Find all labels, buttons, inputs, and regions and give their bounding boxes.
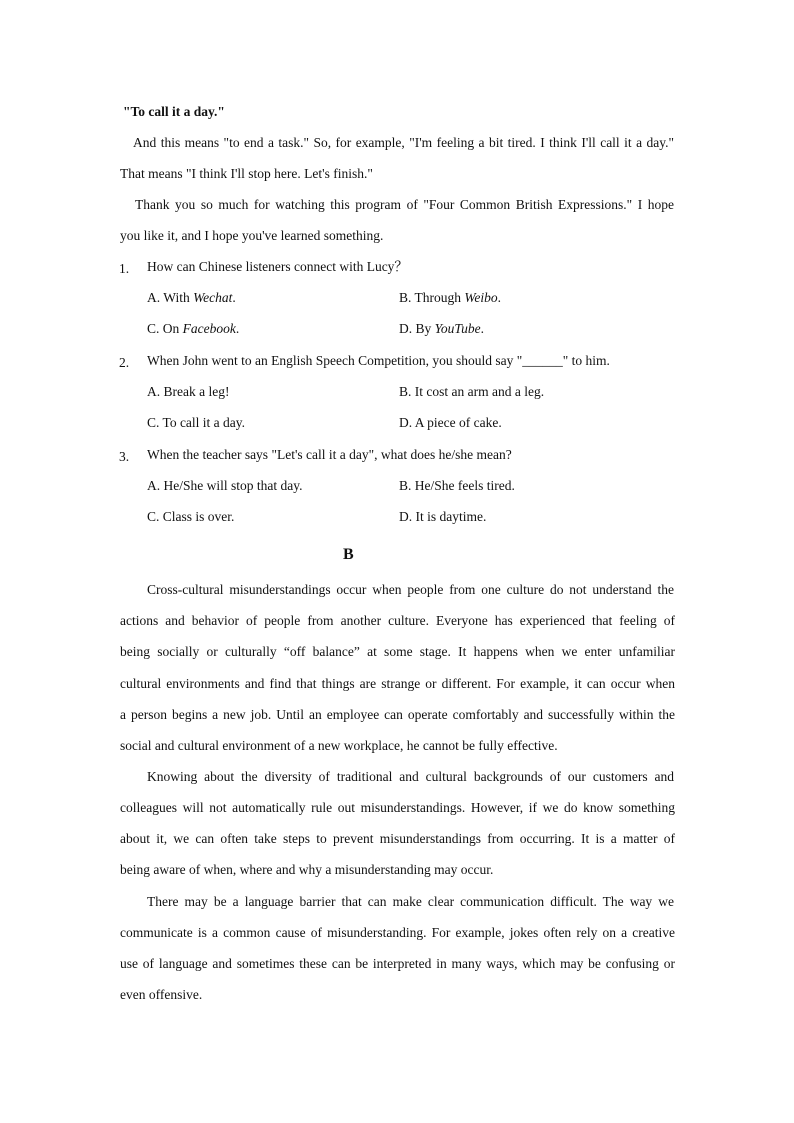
option-d[interactable]: D. A piece of cake. [399, 415, 502, 430]
paragraph-line: being socially or culturally “off balance” at some stage. It happens when we enter unfamiliar [120, 644, 675, 659]
paragraph-line: colleagues will not automatically rule out misunderstandings. However, if we do know something [120, 800, 675, 815]
option-c[interactable]: C. Class is over. [147, 509, 235, 524]
option-suffix: . [232, 290, 236, 305]
section-heading: B [343, 546, 354, 563]
paragraph-line: That means "I think I'll stop here. Let's finish." [120, 166, 373, 181]
paragraph-line: There may be a language barrier that can make clear communication difficult. The way we [147, 894, 674, 909]
paragraph-line: Knowing about the diversity of traditional and cultural backgrounds of our customers and [147, 769, 674, 784]
option-b[interactable] [399, 289, 501, 307]
option-a[interactable]: A. Break a leg! [147, 384, 230, 399]
option-label: A. With [147, 290, 194, 305]
paragraph-line: even offensive. [120, 987, 203, 1002]
option-emphasis: YouTube [434, 321, 481, 336]
paragraph-line: you like it, and I hope you've learned something. [120, 228, 384, 243]
option-b[interactable]: B. He/She feels tired. [399, 478, 515, 493]
option-a[interactable]: A. He/She will stop that day. [147, 478, 303, 493]
option-suffix: . [497, 290, 502, 305]
paragraph-line: about it, we can often take steps to prevent misunderstandings from occurring. It is a matter of [120, 831, 675, 846]
paragraph-line: cultural environments and find that things are strange or different. For example, it can occur when [120, 676, 675, 691]
question-text: How can Chinese listeners connect with Lucy？ [147, 259, 408, 274]
option-d[interactable]: D. It is daytime. [399, 509, 487, 524]
option-label: C. On [147, 321, 183, 336]
question-number: 3. [119, 449, 130, 464]
paragraph-line: Cross-cultural misunderstandings occur when people from one culture do not understand the [147, 582, 674, 597]
option-emphasis: Wechat [193, 290, 233, 305]
option-c[interactable] [147, 320, 239, 338]
option-suffix: . [480, 321, 485, 336]
option-a[interactable] [147, 289, 236, 307]
option-c[interactable]: C. To call it a day. [147, 415, 246, 430]
question-text: When the teacher says "Let's call it a day", what does he/she mean? [147, 447, 512, 462]
paragraph-line: And this means "to end a task." So, for example, "I'm feeling a bit tired. I think I'll call it a day." [133, 135, 674, 150]
option-label: B. Through [399, 290, 465, 305]
option-emphasis: Weibo [464, 290, 498, 305]
option-b[interactable]: B. It cost an arm and a leg. [399, 384, 545, 399]
paragraph-line: Thank you so much for watching this program of "Four Common British Expressions." I hope [135, 197, 674, 212]
option-suffix: . [235, 321, 240, 336]
paragraph-line: social and cultural environment of a new workplace, he cannot be fully effective. [120, 738, 558, 753]
paragraph-line: communicate is a common cause of misunderstanding. For example, jokes often rely on a creative [120, 925, 675, 940]
paragraph-line: a person begins a new job. Until an employee can operate comfortably and successfully within the [120, 707, 675, 722]
option-d[interactable] [399, 320, 484, 338]
question-text: When John went to an English Speech Competition, you should say "______" to him. [147, 353, 610, 368]
option-emphasis: Facebook [182, 321, 236, 336]
paragraph-line: use of language and sometimes these can be interpreted in many ways, which may be confusing or [120, 956, 675, 971]
question-number: 1. [119, 261, 130, 276]
quote-title: "To call it a day." [123, 104, 225, 119]
paragraph-line: being aware of when, where and why a misunderstanding may occur. [120, 862, 494, 877]
option-label: D. By [399, 321, 435, 336]
paragraph-line: actions and behavior of people from another culture. Everyone has experienced that feeling of [120, 613, 675, 628]
question-number: 2. [119, 355, 130, 370]
